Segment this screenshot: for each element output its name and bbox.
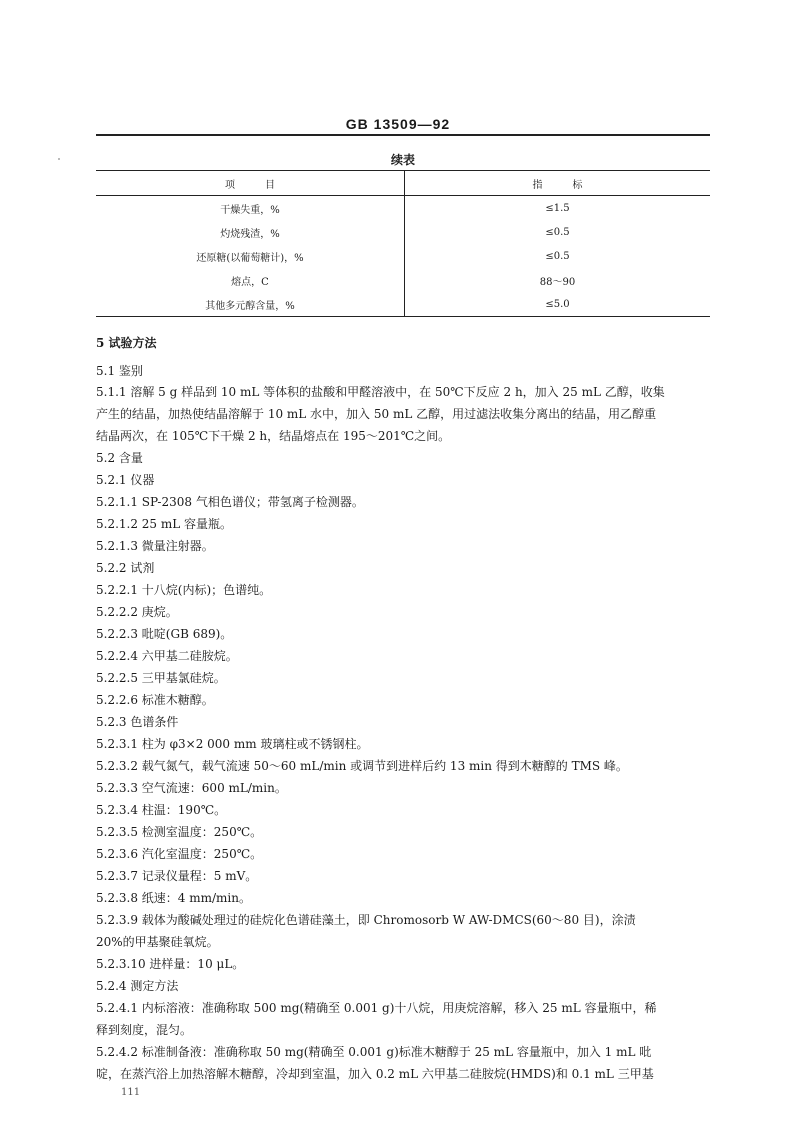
section-5-2-4-heading: 5.2.4 测定方法 bbox=[96, 979, 179, 993]
para-5-2-3-8: 5.2.3.8 纸速：4 mm/min。 bbox=[96, 891, 251, 905]
section-5-2-1-heading: 5.2.1 仪器 bbox=[96, 473, 155, 487]
scan-speck bbox=[58, 158, 60, 160]
table-row bbox=[96, 244, 710, 268]
row-value: ≤1.5 bbox=[545, 202, 570, 214]
para-5-2-4-2-line2: 啶，在蒸汽浴上加热溶解木糖醇，冷却到室温，加入 0.2 mL 六甲基二硅胺烷(HMDS)和 0.1 mL 三甲基 bbox=[96, 1067, 654, 1081]
row-value: ≤0.5 bbox=[545, 226, 570, 238]
header-rule bbox=[96, 134, 710, 136]
page-number: 111 bbox=[121, 1087, 141, 1098]
para-5-2-3-5: 5.2.3.5 检测室温度：250℃。 bbox=[96, 825, 263, 839]
para-5-2-1-2: 5.2.1.2 25 mL 容量瓶。 bbox=[96, 517, 233, 531]
para-5-1-1-line1: 5.1.1 溶解 5 g 样品到 10 mL 等体积的盐酸和甲醛溶液中，在 50℃下反应 2 h，加入 25 mL 乙醇，收集 bbox=[96, 385, 665, 399]
para-5-1-1-line3: 结晶两次，在 105℃下干燥 2 h，结晶熔点在 195～201℃之间。 bbox=[96, 429, 451, 443]
para-5-2-2-6: 5.2.2.6 标准木糖醇。 bbox=[96, 693, 214, 707]
spec-table bbox=[96, 170, 710, 317]
para-5-2-3-7: 5.2.3.7 记录仪量程：5 mV。 bbox=[96, 869, 258, 883]
para-5-2-2-1: 5.2.2.1 十八烷(内标)；色谱纯。 bbox=[96, 583, 272, 597]
row-item: 还原糖(以葡萄糖计)，% bbox=[96, 244, 405, 268]
row-item: 熔点，C bbox=[96, 268, 405, 292]
table-row bbox=[96, 292, 710, 317]
row-value: ≤0.5 bbox=[545, 250, 570, 262]
para-5-2-2-3: 5.2.2.3 吡啶(GB 689)。 bbox=[96, 627, 233, 641]
section-5-2-heading: 5.2 含量 bbox=[96, 451, 143, 465]
para-5-2-3-9-line2: 20%的甲基聚硅氧烷。 bbox=[96, 935, 219, 949]
para-5-2-4-1-line2: 释到刻度，混匀。 bbox=[96, 1023, 193, 1037]
para-5-2-2-5: 5.2.2.5 三甲基氯硅烷。 bbox=[96, 671, 226, 685]
para-5-2-3-3: 5.2.3.3 空气流速：600 mL/min。 bbox=[96, 781, 287, 795]
table-row bbox=[96, 196, 710, 221]
para-5-2-3-10: 5.2.3.10 进样量：10 μL。 bbox=[96, 957, 245, 971]
table-caption: 续表 bbox=[390, 153, 415, 167]
para-5-2-3-4: 5.2.3.4 柱温：190℃。 bbox=[96, 803, 227, 817]
para-5-2-4-2-line1: 5.2.4.2 标准制备液：准确称取 50 mg(精确至 0.001 g)标准木糖醇于 25 mL 容量瓶中，加入 1 mL 吡 bbox=[96, 1045, 652, 1059]
row-item: 其他多元醇含量，% bbox=[96, 292, 405, 317]
para-5-2-3-6: 5.2.3.6 汽化室温度：250℃。 bbox=[96, 847, 263, 861]
para-5-2-4-1-line1: 5.2.4.1 内标溶液：准确称取 500 mg(精确至 0.001 g)十八烷，用庚烷溶解，移入 25 mL 容量瓶中，稀 bbox=[96, 1001, 657, 1015]
para-5-1-1-line2: 产生的结晶，加热使结晶溶解于 10 mL 水中，加入 50 mL 乙醇，用过滤法收集分离出的结晶，用乙醇重 bbox=[96, 407, 657, 421]
row-item: 干燥失重，% bbox=[96, 196, 405, 221]
standard-number-header: GB 13509—92 bbox=[345, 116, 451, 132]
section-5-2-2-heading: 5.2.2 试剂 bbox=[96, 561, 155, 575]
section-5-1-heading: 5.1 鉴别 bbox=[96, 364, 143, 378]
para-5-2-3-1: 5.2.3.1 柱为 φ3×2 000 mm 玻璃柱或不锈钢柱。 bbox=[96, 737, 369, 751]
table-row bbox=[96, 268, 710, 292]
row-value: 88～90 bbox=[539, 276, 576, 288]
col-header-index: 指 标 bbox=[405, 171, 711, 196]
table-row bbox=[96, 220, 710, 244]
row-item: 灼烧残渣，% bbox=[96, 220, 405, 244]
para-5-2-1-1: 5.2.1.1 SP-2308 气相色谱仪；带氢离子检测器。 bbox=[96, 495, 364, 509]
col-header-item: 项 目 bbox=[96, 171, 405, 196]
para-5-2-2-4: 5.2.2.4 六甲基二硅胺烷。 bbox=[96, 649, 238, 663]
row-value: ≤5.0 bbox=[405, 292, 711, 317]
section-5-heading: 5 试验方法 bbox=[96, 336, 157, 350]
section-5-2-3-heading: 5.2.3 色谱条件 bbox=[96, 715, 179, 729]
para-5-2-3-9-line1: 5.2.3.9 载体为酸碱处理过的硅烷化色谱硅藻土，即 Chromosorb W AW-DMCS(60～80 目)，涂渍 bbox=[96, 913, 636, 927]
para-5-2-1-3: 5.2.1.3 微量注射器。 bbox=[96, 539, 214, 553]
para-5-2-3-2: 5.2.3.2 载气氮气，载气流速 50～60 mL/min 或调节到进样后约 13 min 得到木糖醇的 TMS 峰。 bbox=[96, 759, 628, 773]
para-5-2-2-2: 5.2.2.2 庚烷。 bbox=[96, 605, 178, 619]
